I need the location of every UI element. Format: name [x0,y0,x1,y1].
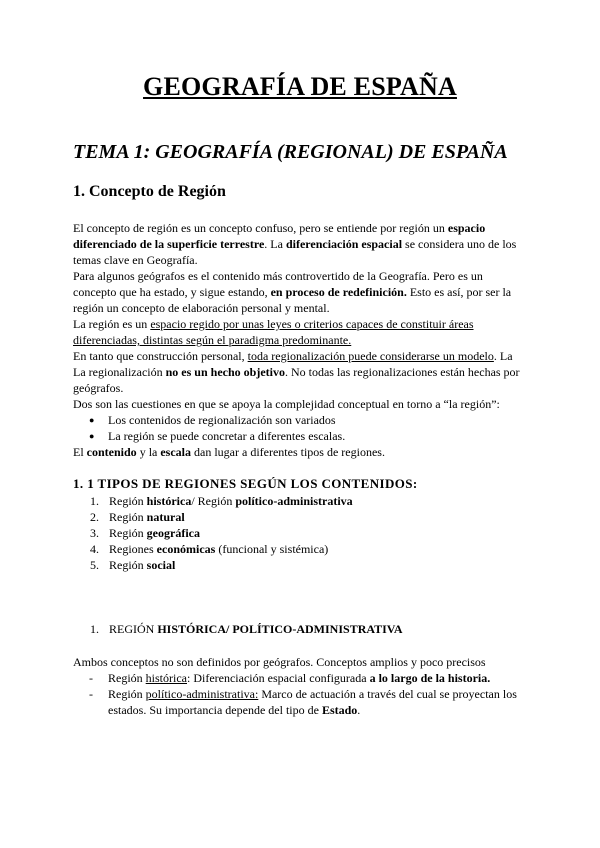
numbered-list [73,493,528,573]
bold-text: diferenciación espacial [285,237,403,251]
text: Región [109,510,147,524]
paragraph-2 [73,268,528,316]
section-heading-historica [90,622,403,637]
bold-text: escala [160,445,192,459]
section-heading-tipos: 1. 1 TIPOS DE REGIONES SEGÚN LOS CONTENIDOS: [73,476,418,491]
text: Región [108,687,146,701]
bold-text: natural [146,510,185,524]
paragraph-7 [73,444,528,460]
paragraph-1 [73,220,528,268]
underlined-text: toda regionalización puede considerarse un modelo [247,349,494,363]
paragraph-5 [73,364,528,396]
section-body-concepto [73,220,528,460]
text: La regionalización [73,365,166,379]
text: (funcional y sistémica) [215,542,329,556]
list-item [73,557,528,573]
text: Esto es así, por ser la región un concepto de elaboración personal y mental. [73,285,512,315]
paragraph-6: Dos son las cuestiones en que se apoya la complejidad conceptual en torno a “la región”: [73,397,500,411]
text: dan lugar a diferentes tipos de regiones. [191,445,385,459]
paragraph-4 [73,348,528,364]
text: y la [136,445,161,459]
text: Para algunos geógrafos es el contenido más controvertido de la Geografía. Pero es un concepto que ha estado, y sigue estando, [73,269,483,299]
bullet-list [73,412,528,444]
section-heading-concepto: 1. Concepto de Región [73,183,226,200]
paragraph-3 [73,316,528,348]
text: . La [264,237,286,251]
list-number: 3. [90,526,99,540]
text: El [73,445,87,459]
text: Regiones [109,542,157,556]
bold-text: económicas [156,542,216,556]
text: . No todas las regionalizaciones están hechas por geógrafos. [73,365,520,395]
text: . La [493,349,513,363]
list-item: ● La región se puede concretar a diferentes escalas. [73,428,528,444]
bold-text: social [146,558,176,572]
intro-paragraph: Ambos conceptos no son definidos por geógrafos. Conceptos amplios y poco precisos [73,655,486,669]
text: REGIÓN [109,622,158,636]
list-item [73,686,528,718]
text: Región [109,526,147,540]
bold-text: a lo largo de la historia. [369,671,491,685]
dash-marker: - [89,671,93,685]
bold-text: político-administrativa [235,494,353,508]
list-number: 4. [90,542,99,556]
bold-text: histórica [146,494,192,508]
document-title: GEOGRAFÍA DE ESPAÑA [143,72,457,101]
list-item [73,670,528,686]
tipos-list-container [73,493,528,573]
text: : Diferenciación espacial configurada [187,671,370,685]
underlined-text: histórica [145,671,187,685]
list-item: ● Los contenidos de regionalización son variados [73,412,528,428]
bold-text: espacio diferenciado de la superficie terrestre [73,221,486,251]
text: Región [109,494,147,508]
list-item [73,493,528,509]
dash-list [73,670,528,718]
text: La región es un [73,317,151,331]
bold-text: no es un hecho objetivo [165,365,285,379]
tema-heading: TEMA 1: GEOGRAFÍA (REGIONAL) DE ESPAÑA [73,141,508,163]
list-number: 5. [90,558,99,572]
underlined-text: espacio regido por unas leyes o criterios capaces de constituir áreas diferenciadas, distintas según el paradigma predominante. [73,317,474,347]
bold-text: en proceso de redefinición. [270,285,407,299]
list-number: 1. [90,494,99,508]
text: Marco de actuación a través del cual se proyectan los estados. Su importancia depende del tipo de [108,687,517,717]
list-item [73,525,528,541]
text: se considera uno de los temas clave en Geografía. [73,237,517,267]
text: En tanto que construcción personal, [73,349,248,363]
bold-text: HISTÓRICA/ POLÍTICO-ADMINISTRATIVA [157,622,403,636]
list-item [73,541,528,557]
text: El concepto de región es un concepto confuso, pero se entiende por región un [73,221,448,235]
underlined-text: político-administrativa: [145,687,259,701]
bold-text: Estado [321,703,358,717]
bold-text: geográfica [146,526,200,540]
text: Región [108,671,146,685]
bold-text: contenido [86,445,137,459]
list-item [73,509,528,525]
text: . [357,703,361,717]
list-number: 1. [90,622,99,636]
text: Región [109,558,147,572]
historica-body [73,654,528,718]
text: / Región [191,494,236,508]
list-number: 2. [90,510,99,524]
dash-marker: - [89,687,93,701]
